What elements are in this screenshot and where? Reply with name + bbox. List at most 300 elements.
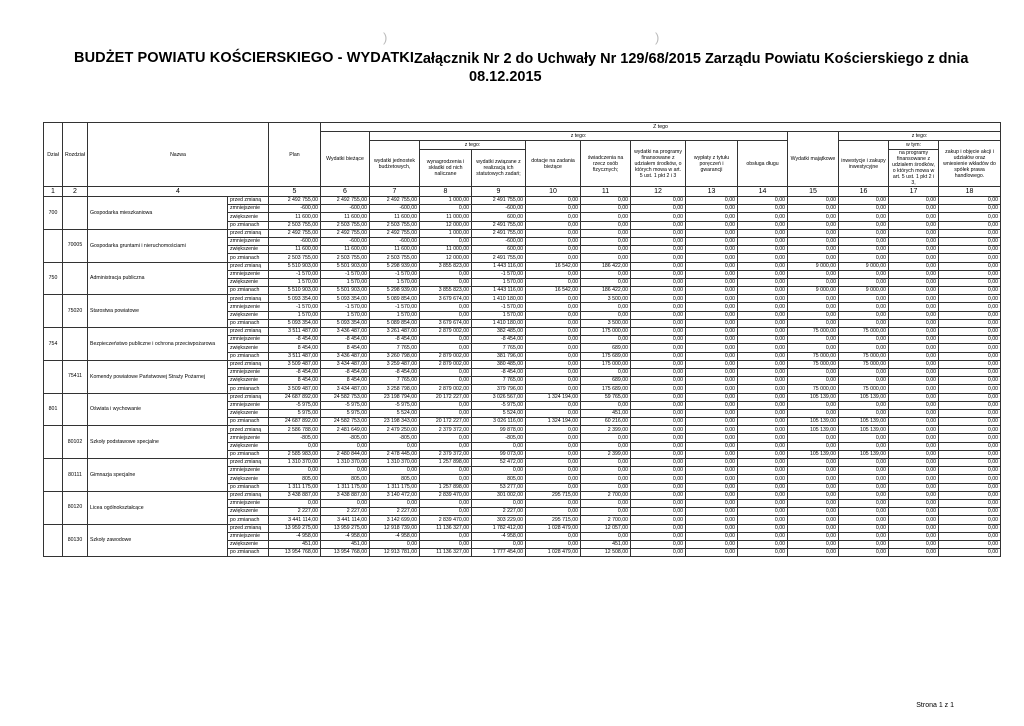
amount-cell: -600,00 xyxy=(472,205,526,213)
amount-cell: 0,00 xyxy=(269,467,321,475)
amount-cell: 0,00 xyxy=(686,467,738,475)
amount-cell: 2 585 983,00 xyxy=(269,450,321,458)
amount-cell: 2 492 755,00 xyxy=(321,197,370,205)
amount-cell: 301 002,00 xyxy=(472,491,526,499)
amount-cell: 0,00 xyxy=(939,483,1001,491)
amount-cell: -4 958,00 xyxy=(269,532,321,540)
change-kind: zwiększenie xyxy=(228,213,269,221)
amount-cell: 3 261 487,00 xyxy=(370,328,420,336)
amount-cell: -8 454,00 xyxy=(321,336,370,344)
change-kind: po zmianach xyxy=(228,418,269,426)
amount-cell: 0,00 xyxy=(939,434,1001,442)
amount-cell: 0,00 xyxy=(889,532,939,540)
amount-cell: 0,00 xyxy=(839,499,889,507)
amount-cell: 12 000,00 xyxy=(420,254,472,262)
amount-cell: 0,00 xyxy=(839,434,889,442)
amount-cell: 0,00 xyxy=(939,450,1001,458)
amount-cell: 0,00 xyxy=(738,499,788,507)
amount-cell: 0,00 xyxy=(526,311,581,319)
amount-cell: 0,00 xyxy=(839,237,889,245)
amount-cell: 0,00 xyxy=(686,360,738,368)
col-inw-programy: na programy finansowane z udziałem środków, o których mowa w art. 5 ust. 1 pkt 2 i 3, xyxy=(889,150,939,187)
change-kind: zwiększenie xyxy=(228,508,269,516)
amount-cell: 0,00 xyxy=(526,344,581,352)
amount-cell: 0,00 xyxy=(939,540,1001,548)
column-number: 2 xyxy=(63,187,88,197)
amount-cell: 0,00 xyxy=(420,409,472,417)
amount-cell: 0,00 xyxy=(686,352,738,360)
amount-cell: 2 491 755,00 xyxy=(472,254,526,262)
rozdzial-code: 75020 xyxy=(63,295,88,328)
amount-cell: 0,00 xyxy=(631,434,686,442)
amount-cell: 0,00 xyxy=(686,385,738,393)
amount-cell: 0,00 xyxy=(889,205,939,213)
amount-cell: 5 093 354,00 xyxy=(269,319,321,327)
amount-cell: 0,00 xyxy=(738,418,788,426)
amount-cell: 52 472,00 xyxy=(472,459,526,467)
amount-cell: 689,00 xyxy=(581,344,631,352)
amount-cell: 0,00 xyxy=(526,303,581,311)
amount-cell: 5 089 854,00 xyxy=(370,295,420,303)
section-name: Gospodarka mieszkaniowa xyxy=(88,197,228,230)
amount-cell: 3 855 823,00 xyxy=(420,287,472,295)
amount-cell: 11 136 327,00 xyxy=(420,524,472,532)
rozdzial-code: 80102 xyxy=(63,426,88,459)
amount-cell: 2 227,00 xyxy=(321,508,370,516)
amount-cell: 0,00 xyxy=(631,401,686,409)
amount-cell: 0,00 xyxy=(631,508,686,516)
amount-cell: 75 000,00 xyxy=(839,360,889,368)
amount-cell: 0,00 xyxy=(686,344,738,352)
amount-cell: 0,00 xyxy=(889,393,939,401)
amount-cell: 0,00 xyxy=(631,319,686,327)
amount-cell: 0,00 xyxy=(686,393,738,401)
amount-cell: 1 410 180,00 xyxy=(472,319,526,327)
amount-cell: 0,00 xyxy=(420,368,472,376)
dzial-code xyxy=(44,360,63,393)
amount-cell: 0,00 xyxy=(788,295,839,303)
column-number: 6 xyxy=(321,187,370,197)
amount-cell: 3 855 823,00 xyxy=(420,262,472,270)
amount-cell: 12 000,00 xyxy=(420,221,472,229)
amount-cell: 0,00 xyxy=(939,311,1001,319)
amount-cell: 0,00 xyxy=(581,270,631,278)
change-kind: przed zmianą xyxy=(228,229,269,237)
amount-cell: 689,00 xyxy=(581,377,631,385)
amount-cell: 0,00 xyxy=(939,508,1001,516)
amount-cell: 0,00 xyxy=(738,377,788,385)
amount-cell: 3 441 114,00 xyxy=(269,516,321,524)
amount-cell: 0,00 xyxy=(526,270,581,278)
column-number: 9 xyxy=(472,187,526,197)
amount-cell: 0,00 xyxy=(686,524,738,532)
amount-cell: 0,00 xyxy=(738,450,788,458)
amount-cell: 0,00 xyxy=(939,352,1001,360)
amount-cell: 0,00 xyxy=(839,516,889,524)
amount-cell: 0,00 xyxy=(581,311,631,319)
amount-cell: 0,00 xyxy=(889,442,939,450)
amount-cell: 0,00 xyxy=(788,246,839,254)
amount-cell: 2 492 755,00 xyxy=(370,229,420,237)
amount-cell: 0,00 xyxy=(581,254,631,262)
amount-cell: 0,00 xyxy=(738,368,788,376)
amount-cell: 0,00 xyxy=(889,336,939,344)
amount-cell: 0,00 xyxy=(839,213,889,221)
amount-cell: 0,00 xyxy=(631,426,686,434)
amount-cell: 0,00 xyxy=(631,450,686,458)
amount-cell: 0,00 xyxy=(420,237,472,245)
amount-cell: 0,00 xyxy=(472,499,526,507)
col-zakup-akcji: zakup i objęcie akcji i udziałów oraz wniesienie wkładów do spółek prawa handlowego. xyxy=(939,141,1001,187)
amount-cell: 0,00 xyxy=(788,270,839,278)
amount-cell: 0,00 xyxy=(631,540,686,548)
amount-cell: -805,00 xyxy=(321,434,370,442)
amount-cell: 0,00 xyxy=(321,467,370,475)
amount-cell: -4 958,00 xyxy=(472,532,526,540)
amount-cell: 0,00 xyxy=(788,442,839,450)
dzial-code: 750 xyxy=(44,262,63,295)
amount-cell: 75 000,00 xyxy=(839,385,889,393)
amount-cell: 5 524,00 xyxy=(472,409,526,417)
amount-cell: 7 765,00 xyxy=(370,344,420,352)
amount-cell: 0,00 xyxy=(788,377,839,385)
amount-cell: 105 139,00 xyxy=(839,418,889,426)
column-number: 12 xyxy=(631,187,686,197)
change-kind: po zmianach xyxy=(228,254,269,262)
amount-cell: 175 689,00 xyxy=(581,352,631,360)
col-obsluga-dlugu: obsługa długu xyxy=(738,141,788,187)
amount-cell: 0,00 xyxy=(738,205,788,213)
change-kind: zwiększenie xyxy=(228,246,269,254)
amount-cell: 0,00 xyxy=(631,295,686,303)
change-kind: po zmianach xyxy=(228,221,269,229)
amount-cell: 0,00 xyxy=(788,213,839,221)
amount-cell: 0,00 xyxy=(839,442,889,450)
amount-cell: 0,00 xyxy=(788,491,839,499)
amount-cell: 0,00 xyxy=(889,409,939,417)
amount-cell: 8 454,00 xyxy=(321,344,370,352)
amount-cell: 0,00 xyxy=(686,229,738,237)
dzial-code xyxy=(44,491,63,524)
col-dotacje: dotacje na zadania bieżące xyxy=(526,141,581,187)
amount-cell: 2 480 844,00 xyxy=(321,450,370,458)
amount-cell: 2 379 372,00 xyxy=(420,450,472,458)
amount-cell: -600,00 xyxy=(370,237,420,245)
amount-cell: 2 227,00 xyxy=(472,508,526,516)
amount-cell: 0,00 xyxy=(631,524,686,532)
amount-cell: 0,00 xyxy=(686,508,738,516)
amount-cell: 0,00 xyxy=(686,401,738,409)
amount-cell: 0,00 xyxy=(839,368,889,376)
table-row xyxy=(44,229,1001,237)
change-kind: zwiększenie xyxy=(228,409,269,417)
amount-cell: 0,00 xyxy=(420,442,472,450)
amount-cell: 0,00 xyxy=(686,205,738,213)
amount-cell: 0,00 xyxy=(788,409,839,417)
amount-cell: 0,00 xyxy=(526,360,581,368)
amount-cell: 0,00 xyxy=(420,377,472,385)
amount-cell: 0,00 xyxy=(581,197,631,205)
amount-cell: 0,00 xyxy=(839,508,889,516)
amount-cell: 0,00 xyxy=(631,516,686,524)
amount-cell: 0,00 xyxy=(889,483,939,491)
amount-cell: 0,00 xyxy=(889,246,939,254)
amount-cell: 5 093 354,00 xyxy=(269,295,321,303)
change-kind: po zmianach xyxy=(228,549,269,557)
amount-cell: 0,00 xyxy=(686,237,738,245)
amount-cell: 0,00 xyxy=(420,499,472,507)
amount-cell: 0,00 xyxy=(939,229,1001,237)
amount-cell: -1 570,00 xyxy=(370,303,420,311)
amount-cell: 0,00 xyxy=(889,467,939,475)
amount-cell: 0,00 xyxy=(889,303,939,311)
amount-cell: 0,00 xyxy=(420,303,472,311)
amount-cell: 0,00 xyxy=(839,197,889,205)
change-kind: zwiększenie xyxy=(228,311,269,319)
col-wydatki-biezace: Wydatki bieżące xyxy=(321,132,370,187)
change-kind: po zmianach xyxy=(228,450,269,458)
amount-cell: 1 028 479,00 xyxy=(526,549,581,557)
table-row xyxy=(44,295,1001,303)
amount-cell: 0,00 xyxy=(631,213,686,221)
amount-cell: 0,00 xyxy=(738,270,788,278)
amount-cell: 16 542,00 xyxy=(526,287,581,295)
amount-cell: 379 796,00 xyxy=(472,385,526,393)
amount-cell: 23 198 794,00 xyxy=(370,393,420,401)
amount-cell: 0,00 xyxy=(788,532,839,540)
section-name: Oświata i wychowanie xyxy=(88,393,228,426)
amount-cell: 0,00 xyxy=(738,360,788,368)
table-body xyxy=(44,197,1001,557)
amount-cell: 0,00 xyxy=(788,319,839,327)
amount-cell: 75 000,00 xyxy=(839,328,889,336)
amount-cell: 105 139,00 xyxy=(839,426,889,434)
amount-cell: 175 000,00 xyxy=(581,328,631,336)
amount-cell: 0,00 xyxy=(839,295,889,303)
amount-cell: 1 311 175,00 xyxy=(321,483,370,491)
amount-cell: 0,00 xyxy=(889,237,939,245)
amount-cell: 16 542,00 xyxy=(526,262,581,270)
amount-cell: 11 000,00 xyxy=(420,246,472,254)
amount-cell: 0,00 xyxy=(631,499,686,507)
amount-cell: 0,00 xyxy=(889,491,939,499)
change-kind: zmniejszenie xyxy=(228,205,269,213)
amount-cell: 0,00 xyxy=(738,483,788,491)
amount-cell: -1 570,00 xyxy=(472,270,526,278)
amount-cell: 0,00 xyxy=(581,221,631,229)
amount-cell: 0,00 xyxy=(526,532,581,540)
amount-cell: -805,00 xyxy=(370,434,420,442)
amount-cell: 0,00 xyxy=(839,549,889,557)
amount-cell: -1 570,00 xyxy=(321,270,370,278)
amount-cell: 5 298 939,00 xyxy=(370,262,420,270)
amount-cell: 12 913 781,00 xyxy=(370,549,420,557)
amount-cell: -8 454,00 xyxy=(472,336,526,344)
amount-cell: 0,00 xyxy=(526,409,581,417)
amount-cell: 0,00 xyxy=(526,499,581,507)
amount-cell: 0,00 xyxy=(939,213,1001,221)
amount-cell: 0,00 xyxy=(686,459,738,467)
amount-cell: 600,00 xyxy=(472,246,526,254)
amount-cell: 0,00 xyxy=(788,344,839,352)
amount-cell: -1 570,00 xyxy=(269,270,321,278)
amount-cell: 0,00 xyxy=(581,467,631,475)
amount-cell: 0,00 xyxy=(686,377,738,385)
change-kind: zmniejszenie xyxy=(228,499,269,507)
amount-cell: 0,00 xyxy=(889,418,939,426)
amount-cell: 0,00 xyxy=(788,475,839,483)
amount-cell: 0,00 xyxy=(526,508,581,516)
amount-cell: 1 311 175,00 xyxy=(370,483,420,491)
amount-cell: 0,00 xyxy=(738,221,788,229)
amount-cell: 3 436 487,00 xyxy=(321,328,370,336)
amount-cell: 0,00 xyxy=(738,508,788,516)
amount-cell: 1 000,00 xyxy=(420,229,472,237)
amount-cell: 2 379 372,00 xyxy=(420,426,472,434)
amount-cell: 1 443 116,00 xyxy=(472,262,526,270)
change-kind: po zmianach xyxy=(228,319,269,327)
amount-cell: 0,00 xyxy=(526,450,581,458)
change-kind: po zmianach xyxy=(228,516,269,524)
amount-cell: -5 975,00 xyxy=(269,401,321,409)
amount-cell: 0,00 xyxy=(686,418,738,426)
amount-cell: 0,00 xyxy=(788,229,839,237)
amount-cell: 0,00 xyxy=(420,532,472,540)
amount-cell: 0,00 xyxy=(889,328,939,336)
amount-cell: 0,00 xyxy=(420,270,472,278)
amount-cell: 0,00 xyxy=(788,205,839,213)
amount-cell: 2 503 755,00 xyxy=(370,221,420,229)
amount-cell: 1 310 370,00 xyxy=(269,459,321,467)
amount-cell: 0,00 xyxy=(631,467,686,475)
amount-cell: 0,00 xyxy=(788,434,839,442)
amount-cell: 0,00 xyxy=(526,401,581,409)
amount-cell: 0,00 xyxy=(686,409,738,417)
amount-cell: 0,00 xyxy=(839,254,889,262)
amount-cell: 9 000,00 xyxy=(839,287,889,295)
amount-cell: 0,00 xyxy=(939,221,1001,229)
amount-cell: 2 879 002,00 xyxy=(420,328,472,336)
amount-cell: 0,00 xyxy=(472,467,526,475)
amount-cell: 3 434 487,00 xyxy=(321,385,370,393)
amount-cell: 3 509 487,00 xyxy=(269,360,321,368)
amount-cell: 0,00 xyxy=(581,336,631,344)
amount-cell: 0,00 xyxy=(526,213,581,221)
amount-cell: 0,00 xyxy=(526,278,581,286)
amount-cell: 0,00 xyxy=(420,401,472,409)
change-kind: zwiększenie xyxy=(228,540,269,548)
table-row xyxy=(44,328,1001,336)
budget-title: BUDŻET POWIATU KOŚCIERSKIEGO - WYDATKI xyxy=(74,50,414,66)
amount-cell: 0,00 xyxy=(738,319,788,327)
amount-cell: 2 503 755,00 xyxy=(321,254,370,262)
amount-cell: 0,00 xyxy=(788,303,839,311)
table-row xyxy=(44,262,1001,270)
amount-cell: 1 782 412,00 xyxy=(472,524,526,532)
amount-cell: 1 257 898,00 xyxy=(420,483,472,491)
amount-cell: 0,00 xyxy=(738,328,788,336)
amount-cell: 0,00 xyxy=(939,426,1001,434)
change-kind: zmniejszenie xyxy=(228,532,269,540)
change-kind: przed zmianą xyxy=(228,197,269,205)
amount-cell: -600,00 xyxy=(269,237,321,245)
amount-cell: 0,00 xyxy=(889,385,939,393)
amount-cell: 380 485,00 xyxy=(472,360,526,368)
amount-cell: 0,00 xyxy=(420,467,472,475)
amount-cell: 3 026 116,00 xyxy=(472,418,526,426)
change-kind: zwiększenie xyxy=(228,344,269,352)
amount-cell: 0,00 xyxy=(631,483,686,491)
amount-cell: 0,00 xyxy=(526,442,581,450)
amount-cell: -4 958,00 xyxy=(370,532,420,540)
amount-cell: 0,00 xyxy=(686,278,738,286)
dzial-code: 801 xyxy=(44,393,63,426)
amount-cell: 0,00 xyxy=(526,319,581,327)
amount-cell: -600,00 xyxy=(269,205,321,213)
amount-cell: 0,00 xyxy=(420,336,472,344)
amount-cell: 0,00 xyxy=(526,254,581,262)
amount-cell: 175 689,00 xyxy=(581,385,631,393)
amount-cell: 186 422,00 xyxy=(581,287,631,295)
amount-cell: 0,00 xyxy=(839,270,889,278)
amount-cell: 2 491 755,00 xyxy=(472,229,526,237)
amount-cell: 0,00 xyxy=(889,524,939,532)
amount-cell: 0,00 xyxy=(631,278,686,286)
amount-cell: 0,00 xyxy=(581,368,631,376)
amount-cell: 2 492 755,00 xyxy=(269,197,321,205)
amount-cell: 0,00 xyxy=(686,197,738,205)
amount-cell: 0,00 xyxy=(939,516,1001,524)
amount-cell: -1 570,00 xyxy=(269,303,321,311)
amount-cell: 13 954 768,00 xyxy=(321,549,370,557)
amount-cell: 0,00 xyxy=(526,295,581,303)
amount-cell: 451,00 xyxy=(581,540,631,548)
amount-cell: 0,00 xyxy=(631,549,686,557)
amount-cell: 0,00 xyxy=(420,475,472,483)
amount-cell: 1 324 194,00 xyxy=(526,418,581,426)
amount-cell: 0,00 xyxy=(788,278,839,286)
amount-cell: 53 277,00 xyxy=(472,483,526,491)
amount-cell: 805,00 xyxy=(370,475,420,483)
change-kind: zmniejszenie xyxy=(228,368,269,376)
amount-cell: 382 485,00 xyxy=(472,328,526,336)
amount-cell: -600,00 xyxy=(321,205,370,213)
amount-cell: 5 089 854,00 xyxy=(370,319,420,327)
amount-cell: 0,00 xyxy=(686,532,738,540)
dzial-code xyxy=(44,295,63,328)
section-name: Szkoły zawodowe xyxy=(88,524,228,557)
amount-cell: 0,00 xyxy=(788,237,839,245)
amount-cell: 0,00 xyxy=(788,368,839,376)
col-w-tym: w tym: xyxy=(889,141,939,150)
section-name: Bezpieczeństwo publiczne i ochrona przeciwpożarowa xyxy=(88,328,228,361)
amount-cell: 3 438 887,00 xyxy=(269,491,321,499)
amount-cell: 0,00 xyxy=(581,246,631,254)
amount-cell: 0,00 xyxy=(738,540,788,548)
amount-cell: 5 510 903,00 xyxy=(269,262,321,270)
amount-cell: 0,00 xyxy=(420,311,472,319)
amount-cell: 1 311 175,00 xyxy=(269,483,321,491)
amount-cell: 0,00 xyxy=(788,254,839,262)
amount-cell: 0,00 xyxy=(581,229,631,237)
amount-cell: -600,00 xyxy=(321,237,370,245)
amount-cell: 2 879 002,00 xyxy=(420,360,472,368)
amount-cell: 0,00 xyxy=(738,344,788,352)
amount-cell: 0,00 xyxy=(686,434,738,442)
amount-cell: 3 500,00 xyxy=(581,295,631,303)
section-name: Licea ogólnokształcące xyxy=(88,491,228,524)
amount-cell: 12 057,00 xyxy=(581,524,631,532)
